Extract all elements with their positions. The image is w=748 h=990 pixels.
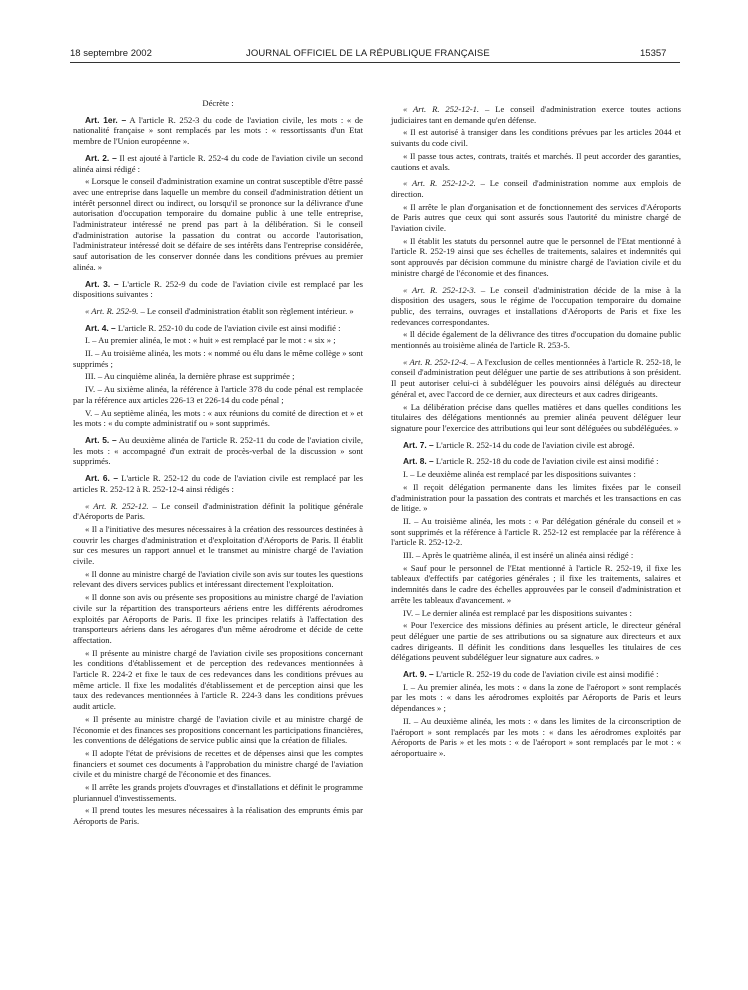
body-paragraph: III. – Au cinquième alinéa, la dernière phrase est supprimée ;: [85, 371, 295, 382]
code-article-paragraph: « Art. R. 252-12-2. – Le conseil d'administration nomme aux emplois de direction.: [391, 178, 681, 199]
page-number: 15357: [640, 48, 667, 59]
article-paragraph: Art. 4. – L'article R. 252-10 du code de l'aviation civile est ainsi modifié :: [85, 322, 341, 333]
body-paragraph: « Il passe tous actes, contrats, traités et marchés. Il peut accorder des garanties, cautions et avals.: [391, 150, 681, 172]
article-paragraph: Art. 6. – L'article R. 252-12 du code de l'aviation civile est remplacé par les articles R. 252-12 à R. 252-12-4 ainsi rédigés :: [73, 473, 363, 494]
code-article-ref: « Art. R. 252-12-2.: [403, 178, 476, 189]
article-label: Art. 5. –: [85, 434, 117, 445]
header-date: 18 septembre 2002: [70, 48, 152, 59]
body-paragraph: « Il arrête les grands projets d'ouvrages et d'installations et définit le programme pluriannuel d'investissements.: [73, 782, 363, 803]
code-article-paragraph: « Art. R. 252-12. – Le conseil d'administration définit la politique générale d'Aéroports de Paris.: [73, 500, 364, 522]
body-paragraph: II. – Au deuxième alinéa, les mots : « dans les limites de la circonscription de l'aéroport » sont remplacés par les mots : « dans les aérodromes exploités par Aéroports de Paris » et les mots : « de l'aéroport » sont remplacés par le mot : « aéroportuaire ».: [391, 715, 681, 758]
body-paragraph: « Il arrête le plan d'organisation et de fonctionnement des services d'Aéroports de Paris autres que ceux qui sont assurés sous l'autorité du ministre chargé de l'aviation civile.: [391, 201, 681, 234]
body-paragraph: « Il a l'initiative des mesures nécessaires à la création des ressources destinées à couvrir les charges d'administration et d'exploitation d'Aéroports de Paris. Il établit sur ces mesures un rapport annuel et le transmet au ministre chargé de l'aviation civile.: [73, 523, 363, 567]
body-paragraph: V. – Au septième alinéa, les mots : « aux réunions du comité de direction et » et les mots : « du compte administratif ou » sont supprimés.: [73, 407, 363, 429]
article-paragraph: Art. 9. – L'article R. 252-19 du code de l'aviation civile est ainsi modifié :: [403, 669, 659, 680]
article-paragraph: Art. 2. – Il est ajouté à l'article R. 252-4 du code de l'aviation civile un second alinéa ainsi rédigé :: [73, 152, 363, 174]
body-paragraph: II. – Au troisième alinéa, les mots : « Par délégation générale du conseil et » sont supprimés et la référence à l'article R. 252-12 est remplacée par la référence à l'article R. 252-12-2.: [391, 515, 681, 548]
body-paragraph: « Il présente au ministre chargé de l'aviation civile et au ministre chargé de l'économie et des finances ses propositions concernant les participations financières, les conventions de délégations de service public ainsi que la création de filiales.: [73, 713, 363, 746]
body-paragraph: « La délibération précise dans quelles matières et dans quelles conditions les titulaires des délégations mentionnés au premier alinéa peuvent déléguer leur signature pour l'exercice des attributions qui leur sont déléguées ou subdéléguées. »: [391, 401, 681, 433]
code-article-ref: « Art. R. 252-12-4.: [403, 356, 469, 367]
article-paragraph: Art. 1er. – A l'article R. 252-3 du code de l'aviation civile, les mots : « de nationalité française » sont remplacés par les mots : « ressortissants d'un Etat membre de l'Union européenne ».: [73, 114, 363, 147]
body-paragraph: « Il prend toutes les mesures nécessaires à la réalisation des emprunts émis par Aéroports de Paris.: [73, 805, 363, 827]
article-label: Art. 1er. –: [85, 114, 127, 125]
header-rule: [70, 62, 680, 63]
right-column: [391, 98, 681, 761]
body-paragraph: « Lorsque le conseil d'administration examine un contrat susceptible d'être passé avec une entreprise dans laquelle un membre du conseil d'administration détient un intérêt personnel direct ou indirect, ou lorsqu'il se prononce sur la délivrance d'une autorisation d'occupation temporaire du domaine public à une telle entreprise, l'administrateur intéressé ne prend pas part à la délibération. Si le conseil d'administration autorise la passation du contrat ou accorde l'autorisation, l'administrateur intéressé doit se défaire de ses intérêts dans l'entreprise considérée, sauf autorisation de les conserver donnée dans les conditions prévues au premier alinéa. »: [73, 176, 363, 272]
article-paragraph: Art. 7. – L'article R. 252-14 du code de l'aviation civile est abrogé.: [403, 439, 635, 450]
article-label: Art. 7. –: [403, 439, 434, 450]
body-paragraph: IV. – Le dernier alinéa est remplacé par les dispositions suivantes :: [403, 607, 632, 618]
code-article-paragraph: « Art. R. 252-9. – Le conseil d'administration établit son règlement intérieur. »: [85, 305, 354, 316]
body-paragraph: « Il donne au ministre chargé de l'aviation civile son avis sur toutes les questions relevant des divers services publics et intéressant directement l'exploitation.: [73, 568, 363, 590]
body-paragraph: I. – Le deuxième alinéa est remplacé par les dispositions suivantes :: [403, 469, 636, 480]
body-paragraph: « Sauf pour le personnel de l'Etat mentionné à l'article R. 252-19, il fixe les tableaux d'effectifs par catégories générales ; il fixe les traitements, salaires et indemnités dans le cadre des échelles approuvées par le conseil d'administration et arrête les tableaux d'avancement. »: [391, 562, 681, 605]
code-article-paragraph: « Art. R. 252-12-1. – Le conseil d'administration exerce toutes actions judiciaires tant en demande qu'en défense.: [391, 104, 681, 125]
article-paragraph: Art. 5. – Au deuxième alinéa de l'article R. 252-11 du code de l'aviation civile, les mots : « accompagné d'un extrait de procès-verbal de la discussion » sont supprimés.: [73, 434, 363, 467]
body-paragraph: IV. – Au sixième alinéa, la référence à l'article 378 du code pénal est remplacée par la référence aux articles 226-13 et 226-14 du code pénal ;: [73, 384, 363, 405]
code-article-paragraph: « Art. R. 252-12-3. – Le conseil d'administration décide de la mise à la disposition des usagers, sous le régime de l'occupation temporaire du domaine public, des terrains, ouvrages et installations d'Aéroports de Paris et fixe les redevances correspondantes.: [391, 284, 681, 327]
journal-title: JOURNAL OFFICIEL DE LA RÉPUBLIQUE FRANÇAISE: [246, 48, 490, 59]
body-paragraph: « Il présente au ministre chargé de l'aviation civile ses propositions concernant les conditions d'établissement et de perception des redevances mentionnées à l'article R. 224-2 et fixe le taux de ces redevances dans les conditions prévues au même article. Il fixe les modalités d'établissement et de perception ainsi que les taux des redevances mentionnées à l'article R. 224-3 dans les conditions prévues audit article.: [73, 647, 363, 712]
body-paragraph: « Il donne son avis ou présente ses propositions au ministre chargé de l'aviation civile sur la répartition des transporteurs aériens entre les différents aérodromes exploités par Aéroports de Paris. Il fixe les principes relatifs à l'affectation des transporteurs aériens dans les aérogares d'un même aérodrome et décide de cette affectation.: [73, 592, 363, 645]
code-article-ref: « Art. R. 252-9.: [85, 305, 139, 316]
article-label: Art. 3. –: [85, 278, 119, 289]
article-label: Art. 8. –: [403, 456, 434, 467]
article-label: Art. 6. –: [85, 473, 118, 484]
body-paragraph: I. – Au premier alinéa, le mot : « huit » est remplacé par le mot : « six » ;: [85, 335, 336, 346]
code-article-ref: « Art. R. 252-12-3.: [403, 284, 476, 295]
code-article-ref: « Art. R. 252-12-1.: [403, 104, 480, 114]
decree-heading: Décrète :: [202, 98, 234, 108]
body-paragraph: « Il reçoit délégation permanente dans les limites fixées par le conseil d'administration pour la passation des contrats et marchés et les transactions en cas de litige. »: [391, 481, 681, 514]
article-label: Art. 4. –: [85, 322, 116, 333]
code-article-paragraph: « Art. R. 252-12-4. – A l'exclusion de celles mentionnées à l'article R. 252-18, le conseil d'administration peut déléguer une partie de ses attributions à son président. Il peut autoriser celui-ci à subdéléguer les pouvoirs ainsi délégués au directeur général et, avec l'accord de ce dernier, aux directeurs et aux cadres dirigeants.: [391, 356, 681, 399]
article-label: Art. 9. –: [403, 669, 434, 680]
body-paragraph: « Il établit les statuts du personnel autre que le personnel de l'Etat mentionné à l'article R. 252-19 ainsi que ses échelles de traitements, salaires et indemnités qui sont approuvés par décision commune du ministre chargé de l'aviation civile et du ministre chargé de l'économie et des finances.: [391, 235, 681, 278]
body-paragraph: II. – Au troisième alinéa, les mots : « nommé ou élu dans le même collège » sont supprimés ;: [73, 348, 363, 369]
body-paragraph: « Il décide également de la délivrance des titres d'occupation du domaine public mentionnés au troisième alinéa de l'article R. 253-5.: [391, 329, 681, 351]
body-paragraph: I. – Au premier alinéa, les mots : « dans la zone de l'aéroport » sont remplacés par les mots : « dans les aérodromes exploités par Aéroports de Paris et leurs dépendances » ;: [391, 681, 681, 714]
article-paragraph: Art. 3. – L'article R. 252-9 du code de l'aviation civile est remplacé par les dispositions suivantes :: [73, 278, 363, 300]
left-column: [73, 98, 363, 829]
body-paragraph: III. – Après le quatrième alinéa, il est inséré un alinéa ainsi rédigé :: [403, 550, 634, 561]
code-article-ref: « Art. R. 252-12.: [85, 500, 149, 511]
body-paragraph: « Pour l'exercice des missions définies au présent article, le directeur général peut déléguer une partie de ses attributions ou sa signature aux directeurs et aux cadres dirigeants. Il définit les conditions dans lesquelles les titulaires de ces délégations peuvent subdéléguer leur signature aux cadres. »: [391, 620, 681, 663]
article-paragraph: Art. 8. – L'article R. 252-18 du code de l'aviation civile est ainsi modifié :: [403, 456, 659, 467]
body-paragraph: « Il adopte l'état de prévisions de recettes et de dépenses ainsi que les comptes financiers et soumet ces documents à l'approbation du ministre chargé de l'aviation civile et du ministre chargé de l'économie et des finances.: [73, 747, 363, 780]
article-label: Art. 2. –: [85, 152, 117, 163]
body-paragraph: « Il est autorisé à transiger dans les conditions prévues par les articles 2044 et suivants du code civil.: [391, 127, 681, 149]
